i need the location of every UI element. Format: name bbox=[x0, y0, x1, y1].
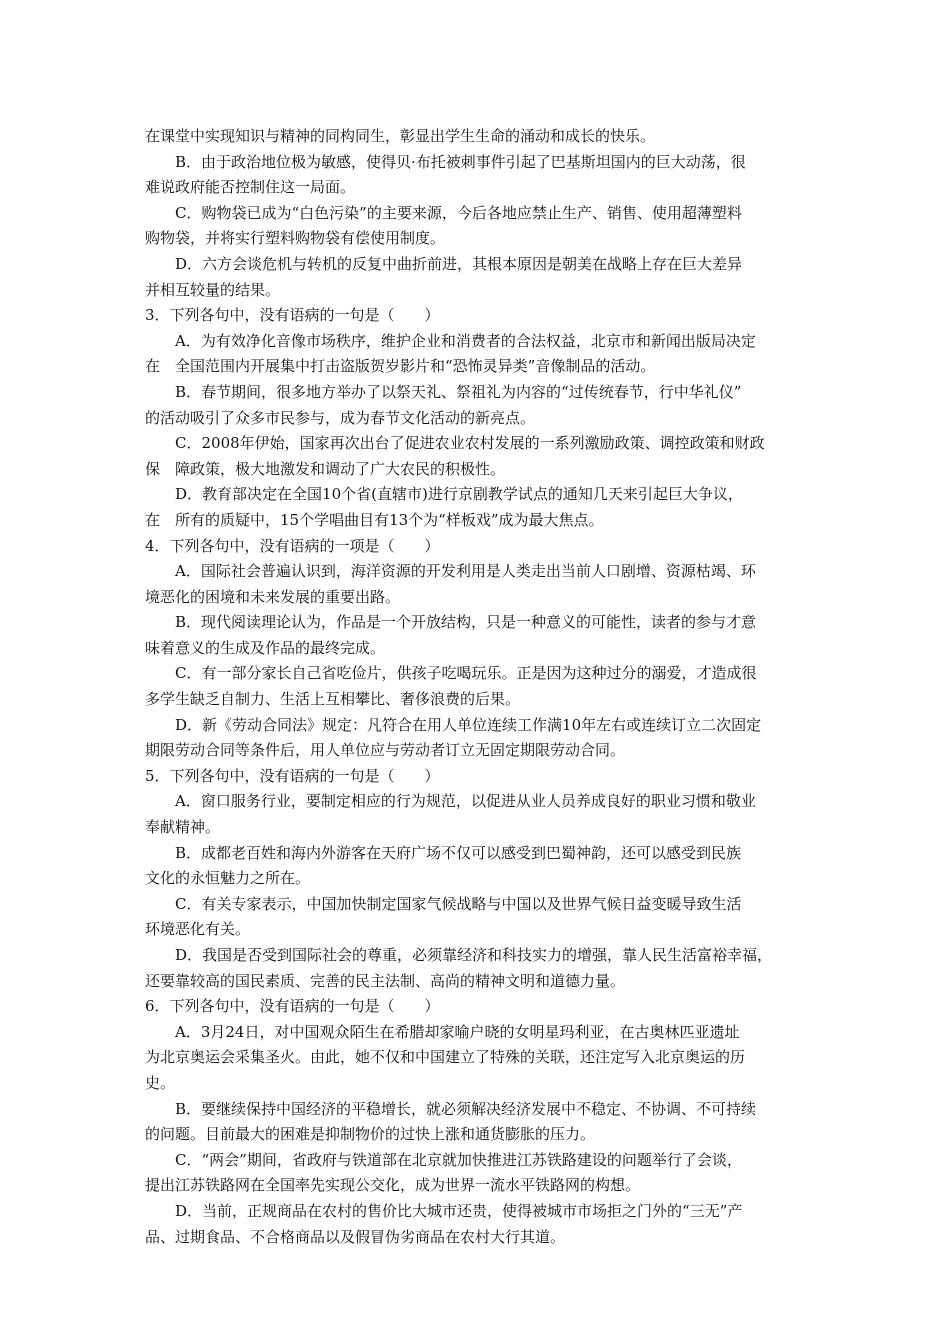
text-line: D．我国是否受到国际社会的尊重，必须靠经济和科技实力的增强，靠人民生活富裕幸福， bbox=[175, 946, 773, 964]
text-line: D．教育部决定在全国10个省(直辖市)进行京剧教学试点的通知几天来引起巨大争议， bbox=[175, 485, 743, 504]
text-line: 在 全国范围内开展集中打击盗版贺岁影片和“恐怖灵异类”音像制品的活动。 bbox=[145, 357, 656, 376]
text-line: B．成都老百姓和海内外游客在天府广场不仅可以感受到巴蜀神韵，还可以感受到民族 bbox=[175, 843, 742, 862]
text-line: D．当前，正规商品在农村的售价比大城市还贵，使得被城市市场拒之门外的“三无”产 bbox=[175, 1201, 743, 1220]
text-line: C．2008年伊始，国家再次出台了促进农业农村发展的一系列激励政策、调控政策和财政 bbox=[175, 434, 765, 453]
text-line: 还要靠较高的国民素质、完善的民主法制、高尚的精神文明和道德力量。 bbox=[145, 971, 626, 990]
text-line: B．要继续保持中国经济的平稳增长，就必须解决经济发展中不稳定、不协调、不可持续 bbox=[175, 1099, 757, 1118]
text-line: 在课堂中实现知识与精神的同构同生，彰显出学生生命的涌动和成长的快乐。 bbox=[145, 127, 656, 145]
text-line: 史。 bbox=[145, 1073, 176, 1092]
text-line: 味着意义的生成及作品的最终完成。 bbox=[145, 638, 386, 657]
text-line: 的问题。目前最大的困难是抑制物价的过快上涨和通货膨胀的压力。 bbox=[145, 1125, 596, 1144]
text-line: 购物袋，并将实行塑料购物袋有偿使用制度。 bbox=[145, 229, 446, 248]
text-line: 难说政府能否控制住这一局面。 bbox=[145, 178, 356, 197]
text-line: 4．下列各句中，没有语病的一项是（ ） bbox=[145, 536, 440, 555]
text-line: B．春节期间，很多地方举办了以祭天礼、祭祖礼为内容的“过传统春节，行中华礼仪” bbox=[175, 382, 742, 401]
text-line: C．有关专家表示，中国加快制定国家气候战略与中国以及世界气候日益变暖导致生活 bbox=[175, 894, 742, 913]
text-line: B．现代阅读理论认为，作品是一个开放结构，只是一种意义的可能性，读者的参与才意 bbox=[175, 613, 757, 632]
text-line: 提出江苏铁路网在全国率先实现公交化，成为世界一流水平铁路网的构想。 bbox=[145, 1176, 641, 1195]
text-line: 多学生缺乏自制力、生活上互相攀比、奢侈浪费的后果。 bbox=[145, 690, 521, 709]
text-line: 品、过期食品、不合格商品以及假冒伪劣商品在农村大行其道。 bbox=[145, 1227, 566, 1246]
text-line: 在 所有的质疑中，15个学唱曲目有13个为“样板戏”成为最大焦点。 bbox=[145, 510, 604, 529]
text-line: C．购物袋已成为“白色污染”的主要来源，今后各地应禁止生产、销售、使用超薄塑料 bbox=[175, 203, 742, 222]
text-line: 文化的永恒魅力之所在。 bbox=[145, 869, 311, 888]
document-body bbox=[145, 124, 810, 1250]
text-line: 6．下列各句中，没有语病的一句是（ ） bbox=[145, 997, 440, 1016]
text-line: 保 障政策，极大地激发和调动了广大农民的积极性。 bbox=[145, 459, 506, 478]
text-line: A．为有效净化音像市场秩序，维护企业和消费者的合法权益，北京市和新闻出版局决定 bbox=[175, 331, 756, 350]
text-line: 奉献精神。 bbox=[145, 818, 221, 837]
text-line: B．由于政治地位极为敏感，使得贝·布托被刺事件引起了巴基斯坦国内的巨大动荡，很 bbox=[175, 152, 746, 171]
text-line: D．新《劳动合同法》规定：凡符合在用人单位连续工作满10年左右或连续订立二次固定 bbox=[175, 715, 762, 734]
text-line: 3．下列各句中，没有语病的一句是（ ） bbox=[145, 306, 440, 325]
text-line: 期限劳动合同等条件后，用人单位应与劳动者订立无固定期限劳动合同。 bbox=[145, 741, 626, 760]
text-line: D．六方会谈危机与转机的反复中曲折前进，其根本原因是朝美在战略上存在巨大差异 bbox=[175, 254, 743, 273]
text-line: C．“两会”期间，省政府与铁道部在北京就加快推进江苏铁路建设的问题举行了会谈， bbox=[175, 1150, 742, 1169]
text-line: 境恶化的困境和未来发展的重要出路。 bbox=[145, 587, 401, 606]
text-line: 环境恶化有关。 bbox=[145, 920, 251, 939]
text-line: 并相互较量的结果。 bbox=[145, 280, 281, 299]
text-line: 为北京奥运会采集圣火。由此，她不仅和中国建立了特殊的关联，还注定写入北京奥运的历 bbox=[145, 1048, 746, 1067]
text-line: 的活动吸引了众多市民参与，成为春节文化活动的新亮点。 bbox=[145, 408, 536, 427]
text-line: A．国际社会普遍认识到，海洋资源的开发利用是人类走出当前人口剧增、资源枯竭、环 bbox=[175, 562, 756, 581]
text-line: C．有一部分家长自己省吃俭片，供孩子吃喝玩乐。正是因为这种过分的溺爱，才造成很 bbox=[175, 664, 757, 683]
text-line: 5．下列各句中，没有语病的一句是（ ） bbox=[145, 766, 440, 785]
text-line: A．窗口服务行业，要制定相应的行为规范，以促进从业人员养成良好的职业习惯和敬业 bbox=[175, 792, 756, 811]
text-line: A．3月24日，对中国观众陌生在希腊却家喻户晓的女明星玛利亚，在古奥林匹亚遗址 bbox=[175, 1022, 740, 1041]
